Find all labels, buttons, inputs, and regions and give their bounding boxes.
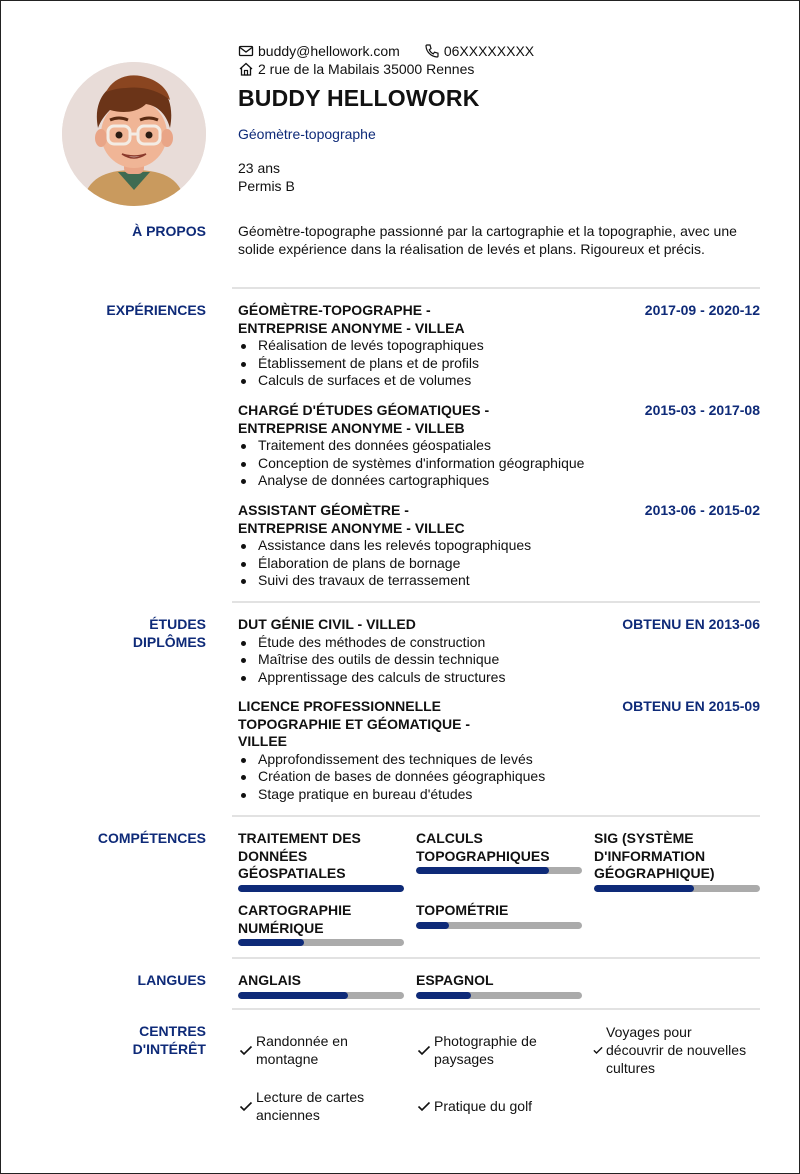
interest-text-line: anciennes xyxy=(256,1107,320,1123)
education-title-line: LICENCE PROFESSIONNELLE xyxy=(238,698,442,714)
skill-level-fill xyxy=(416,922,449,929)
skill-name-line: CALCULS xyxy=(416,830,483,846)
skill-level-bar xyxy=(594,885,760,892)
divider xyxy=(232,1008,760,1010)
interest-text-line: montagne xyxy=(256,1051,319,1067)
interest-text xyxy=(434,1032,537,1068)
phone-text[interactable]: 06XXXXXXXX xyxy=(443,43,535,59)
skill-level-bar xyxy=(416,922,582,929)
experience-title-line: ENTREPRISE ANONYME - VILLEC xyxy=(238,519,465,536)
interest-text-line: Randonnée en xyxy=(256,1033,348,1049)
education-bullets xyxy=(238,634,760,687)
check-icon xyxy=(592,1044,604,1056)
skill-name-line: TOPOGRAPHIQUES xyxy=(416,847,550,864)
bullet-item: Assistance dans les relevés topographiques xyxy=(238,537,760,555)
bullet-item: Suivi des travaux de terrassement xyxy=(238,572,760,590)
experiences-label: EXPÉRIENCES xyxy=(106,302,206,318)
language-level-bar xyxy=(238,992,404,999)
education-label xyxy=(61,616,206,651)
experience-title-line: ENTREPRISE ANONYME - VILLEB xyxy=(238,419,465,436)
experience-title xyxy=(238,302,578,337)
bullet-item: Création de bases de données géographiques xyxy=(238,768,760,786)
email-icon xyxy=(238,43,254,59)
skill-name-line: SIG (SYSTÈME xyxy=(594,830,694,846)
license-text: Permis B xyxy=(238,177,295,194)
experience-title-line: ASSISTANT GÉOMÈTRE - xyxy=(238,502,409,518)
about-text: Géomètre-topographe passionné par la cartographie et la topographie, avec une solide expérience dans la réalisation de levés et plans. Rigoureux et précis. xyxy=(238,223,737,257)
interest-item xyxy=(238,1088,364,1124)
check-icon xyxy=(416,1098,432,1114)
interest-text-line: découvrir de nouvelles xyxy=(606,1042,747,1058)
language-name: ESPAGNOL xyxy=(416,972,494,988)
skill-name xyxy=(238,830,404,883)
skill-name xyxy=(416,902,582,920)
skill-name xyxy=(416,830,582,865)
interest-item xyxy=(592,1023,746,1077)
experience-title-line: CHARGÉ D'ÉTUDES GÉOMATIQUES - xyxy=(238,402,490,418)
skill-level-fill xyxy=(416,867,549,874)
experience-title xyxy=(238,402,578,437)
education-title-line: VILLEE xyxy=(238,733,288,749)
check-icon xyxy=(238,1042,254,1058)
check-icon xyxy=(416,1042,432,1058)
bullet-item: Calculs de surfaces et de volumes xyxy=(238,372,760,390)
education-label-line: DIPLÔMES xyxy=(132,633,206,650)
experience-title-line: GÉOMÈTRE-TOPOGRAPHE - xyxy=(238,302,431,318)
skill-level-bar xyxy=(238,885,404,892)
email-text[interactable]: buddy@hellowork.com xyxy=(258,43,400,59)
interest-text-line: cultures xyxy=(606,1060,656,1076)
interests-label-line: D'INTÉRÊT xyxy=(132,1040,206,1057)
interest-text-line: Lecture de cartes xyxy=(256,1089,365,1105)
skill-name-line: D'INFORMATION xyxy=(594,847,706,864)
interest-text-line: Pratique du golf xyxy=(434,1098,533,1114)
contact-row-1 xyxy=(238,42,534,60)
bullet-item: Apprentissage des calculs de structures xyxy=(238,669,760,687)
phone-icon xyxy=(424,43,440,59)
experience-date: 2017-09 - 2020-12 xyxy=(644,302,760,318)
bullet-item: Élaboration de plans de bornage xyxy=(238,555,760,573)
personal-info xyxy=(238,160,295,195)
skills-label: COMPÉTENCES xyxy=(97,830,206,846)
profile-photo xyxy=(62,62,206,206)
experience-title xyxy=(238,502,578,537)
interests-label xyxy=(61,1023,206,1058)
age-text: 23 ans xyxy=(238,160,281,176)
skill-name xyxy=(594,830,760,883)
experience-entry xyxy=(238,402,760,490)
home-icon xyxy=(238,61,254,77)
education-title xyxy=(238,698,578,751)
skill-name-line: GÉOGRAPHIQUE) xyxy=(594,865,715,881)
address-text: 2 rue de la Mabilais 35000 Rennes xyxy=(258,61,475,77)
experience-bullets xyxy=(238,437,760,490)
skill-name-line: TOPOMÉTRIE xyxy=(416,902,509,918)
language-level-fill xyxy=(238,992,348,999)
experience-entry xyxy=(238,302,760,390)
bullet-item: Conception de systèmes d'information géographique xyxy=(238,455,760,473)
experience-date: 2015-03 - 2017-08 xyxy=(644,402,760,418)
experience-bullets xyxy=(238,537,760,590)
skill-name-line: DONNÉES xyxy=(238,847,308,864)
skill-name xyxy=(238,902,404,937)
interest-item xyxy=(416,1032,537,1068)
bullet-item: Traitement des données géospatiales xyxy=(238,437,760,455)
experience-entry xyxy=(238,502,760,590)
interest-item xyxy=(416,1097,532,1115)
skill-level-bar xyxy=(416,867,582,874)
education-bullets xyxy=(238,751,760,804)
education-title-line: TOPOGRAPHIE ET GÉOMATIQUE - xyxy=(238,715,471,732)
experience-title-line: ENTREPRISE ANONYME - VILLEA xyxy=(238,319,465,336)
interest-text xyxy=(434,1097,532,1115)
skill-item xyxy=(238,830,404,892)
interests-label-line: CENTRES xyxy=(139,1023,206,1039)
interest-text-line: Voyages pour xyxy=(606,1024,692,1040)
interest-text-line: Photographie de xyxy=(434,1033,537,1049)
bullet-item: Stage pratique en bureau d'études xyxy=(238,786,760,804)
interest-text xyxy=(256,1032,348,1068)
divider xyxy=(232,957,760,959)
education-title: DUT GÉNIE CIVIL - VILLED xyxy=(238,616,416,632)
divider xyxy=(232,601,760,603)
languages-label: LANGUES xyxy=(137,972,206,988)
divider xyxy=(232,815,760,817)
language-item xyxy=(238,972,404,999)
skill-item xyxy=(416,902,582,929)
bullet-item: Maîtrise des outils de dessin technique xyxy=(238,651,760,669)
contact-block xyxy=(238,42,534,78)
about-label: À PROPOS xyxy=(132,223,206,239)
bullet-item: Réalisation de levés topographiques xyxy=(238,337,760,355)
experience-date: 2013-06 - 2015-02 xyxy=(644,502,760,518)
check-icon xyxy=(238,1098,254,1114)
skill-level-bar xyxy=(238,939,404,946)
skill-name-line: CARTOGRAPHIE xyxy=(238,902,352,918)
divider xyxy=(232,287,760,289)
education-label-line: ÉTUDES xyxy=(149,616,206,632)
language-level-fill xyxy=(416,992,471,999)
interest-text xyxy=(256,1088,364,1124)
bullet-item: Approfondissement des techniques de levés xyxy=(238,751,760,769)
bullet-item: Établissement de plans et de profils xyxy=(238,355,760,373)
interest-text xyxy=(606,1023,746,1077)
skill-item xyxy=(238,902,404,946)
job-title: Géomètre-topographe xyxy=(238,126,376,142)
skill-name-line: GÉOSPATIALES xyxy=(238,865,346,881)
bullet-item: Étude des méthodes de construction xyxy=(238,634,760,652)
skill-level-fill xyxy=(238,939,304,946)
education-entry xyxy=(238,698,760,803)
education-date: OBTENU EN 2013-06 xyxy=(622,616,760,632)
interest-text-line: paysages xyxy=(434,1051,494,1067)
bullet-item: Analyse de données cartographiques xyxy=(238,472,760,490)
experience-bullets xyxy=(238,337,760,390)
education-entry xyxy=(238,616,760,686)
candidate-name: BUDDY HELLOWORK xyxy=(238,85,480,111)
skill-item xyxy=(594,830,760,892)
interest-item xyxy=(238,1032,348,1068)
skill-level-fill xyxy=(238,885,404,892)
education-date: OBTENU EN 2015-09 xyxy=(622,698,760,714)
skill-level-fill xyxy=(594,885,694,892)
language-level-bar xyxy=(416,992,582,999)
contact-row-2 xyxy=(238,60,534,78)
language-name: ANGLAIS xyxy=(238,972,301,988)
skill-item xyxy=(416,830,582,874)
language-item xyxy=(416,972,582,999)
skill-name-line: NUMÉRIQUE xyxy=(238,919,324,936)
skill-name-line: TRAITEMENT DES xyxy=(238,830,361,846)
